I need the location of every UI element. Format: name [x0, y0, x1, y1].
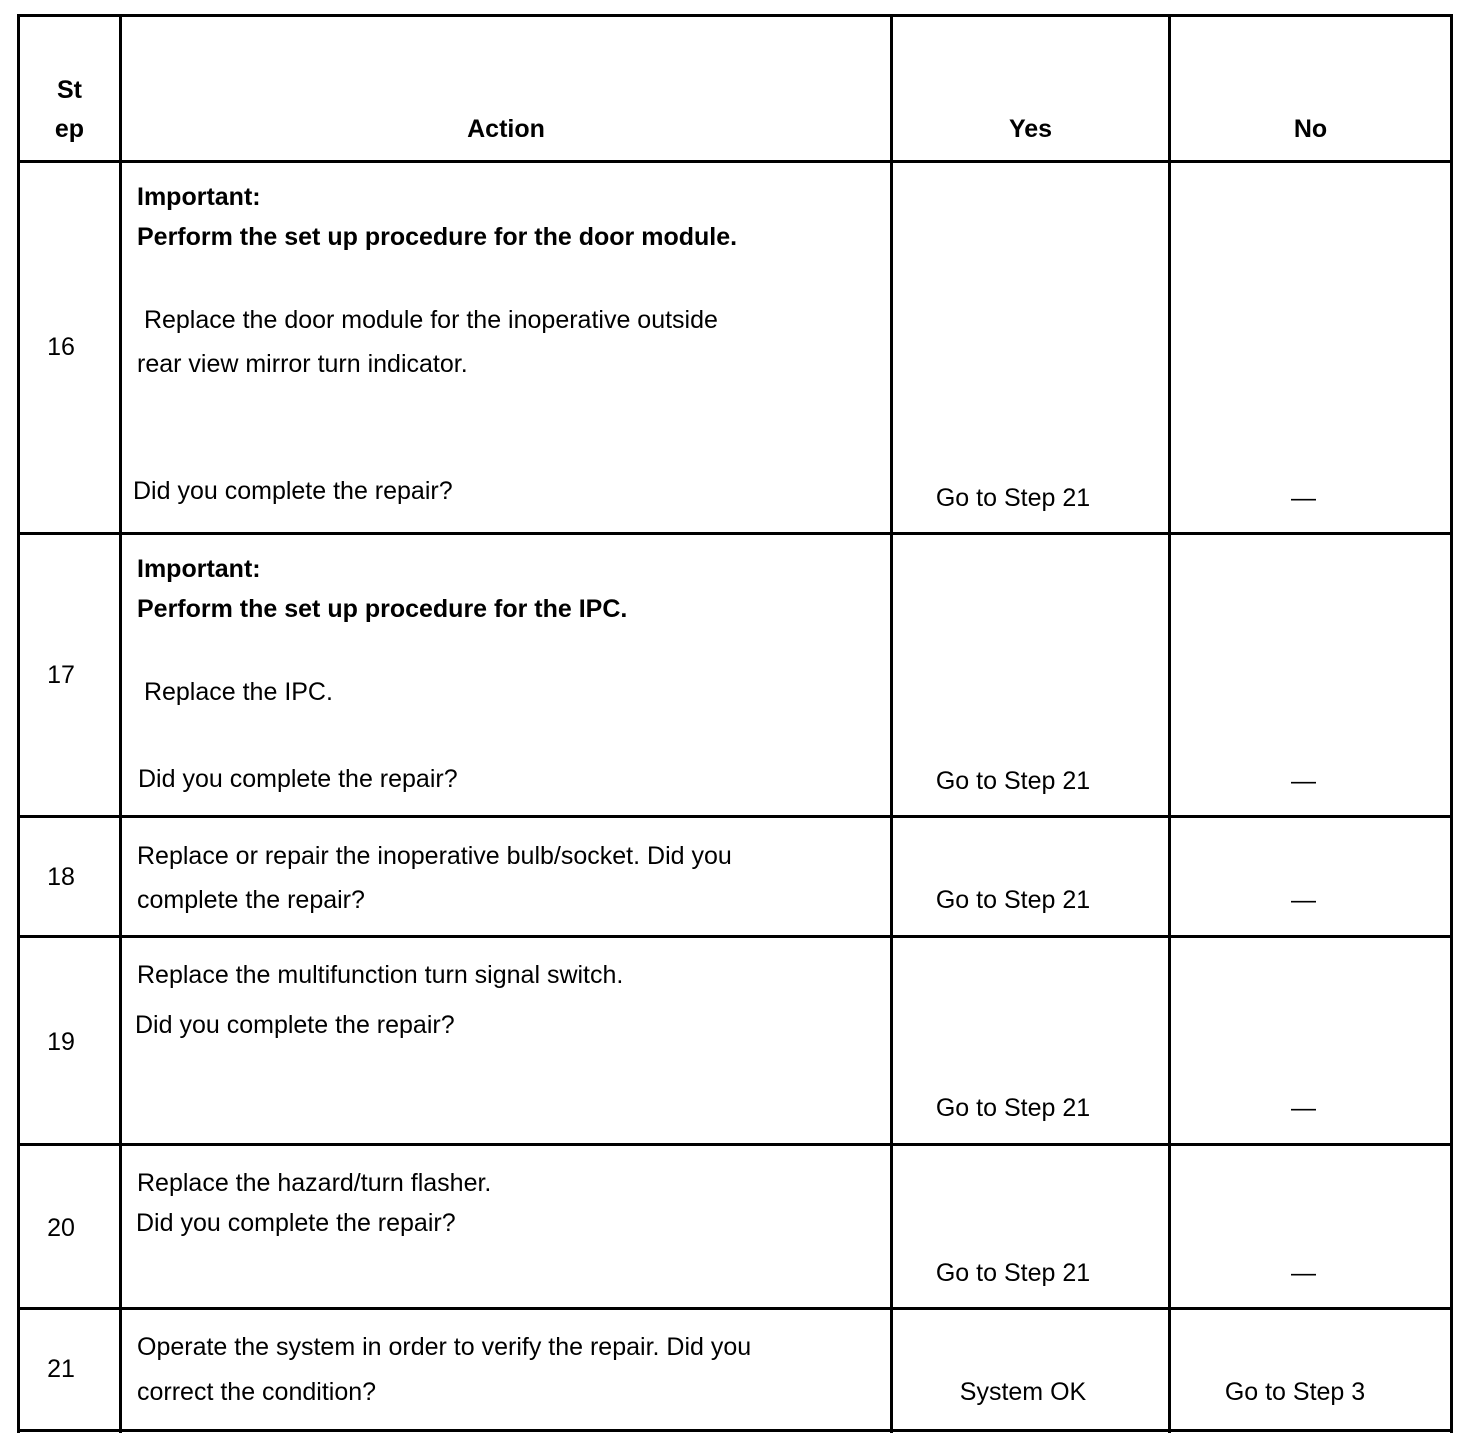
- step-number: 18: [47, 863, 75, 891]
- action-question: Did you complete the repair?: [138, 765, 458, 793]
- row-divider-20-21: [17, 1307, 1453, 1310]
- step-number: 19: [47, 1028, 75, 1056]
- no-result: —: [1291, 484, 1316, 512]
- header-divider: [17, 160, 1453, 163]
- table-border-bottom: [17, 1429, 1453, 1432]
- yes-result: Go to Step 21: [935, 1094, 1091, 1122]
- table-border-right: [1450, 15, 1453, 1433]
- action-question: Did you complete the repair?: [136, 1209, 456, 1237]
- column-divider-action-yes: [890, 15, 893, 1433]
- no-result: Go to Step 3: [1224, 1378, 1366, 1406]
- important-label: Important:: [137, 183, 261, 211]
- no-result: —: [1291, 886, 1316, 914]
- row-divider-18-19: [17, 935, 1453, 938]
- header-step-line2: ep: [54, 115, 85, 143]
- yes-result: Go to Step 21: [935, 767, 1091, 795]
- yes-result: Go to Step 21: [935, 484, 1091, 512]
- important-text: Perform the set up procedure for the IPC.: [137, 595, 628, 623]
- action-question: Did you complete the repair?: [133, 477, 453, 505]
- no-result: —: [1291, 767, 1316, 795]
- step-number: 20: [47, 1214, 75, 1242]
- row-divider-17-18: [17, 815, 1453, 818]
- yes-result: System OK: [959, 1378, 1087, 1406]
- header-no: No: [1293, 115, 1328, 143]
- action-text-line1: Replace the door module for the inoperative outside: [137, 306, 718, 334]
- important-label: Important:: [137, 555, 261, 583]
- action-text-line1: Replace the IPC.: [137, 678, 333, 706]
- row-divider-19-20: [17, 1143, 1453, 1146]
- action-text-line1: Replace the multifunction turn signal switch.: [137, 961, 624, 989]
- yes-result: Go to Step 21: [935, 1259, 1091, 1287]
- step-number: 16: [47, 333, 75, 361]
- no-result: —: [1291, 1094, 1316, 1122]
- action-question: Did you complete the repair?: [135, 1011, 455, 1039]
- yes-result: Go to Step 21: [935, 886, 1091, 914]
- header-action: Action: [467, 115, 545, 143]
- action-text-line2: complete the repair?: [137, 886, 365, 914]
- important-text: Perform the set up procedure for the door module.: [137, 223, 738, 251]
- column-divider-yes-no: [1168, 15, 1171, 1433]
- action-text-line2: rear view mirror turn indicator.: [137, 350, 468, 378]
- table-border-top: [17, 14, 1453, 17]
- step-number: 21: [47, 1355, 75, 1383]
- step-number: 17: [47, 661, 75, 689]
- header-yes: Yes: [1008, 115, 1053, 143]
- no-result: —: [1291, 1259, 1316, 1287]
- header-step-line1: St: [57, 76, 82, 104]
- column-divider-step-action: [119, 15, 122, 1433]
- action-text-line2: correct the condition?: [137, 1378, 377, 1406]
- action-text-line1: Operate the system in order to verify the repair. Did you: [137, 1333, 752, 1361]
- action-text-line1: Replace the hazard/turn flasher.: [137, 1169, 492, 1197]
- row-divider-16-17: [17, 532, 1453, 535]
- action-text-line1: Replace or repair the inoperative bulb/socket. Did you: [137, 842, 732, 870]
